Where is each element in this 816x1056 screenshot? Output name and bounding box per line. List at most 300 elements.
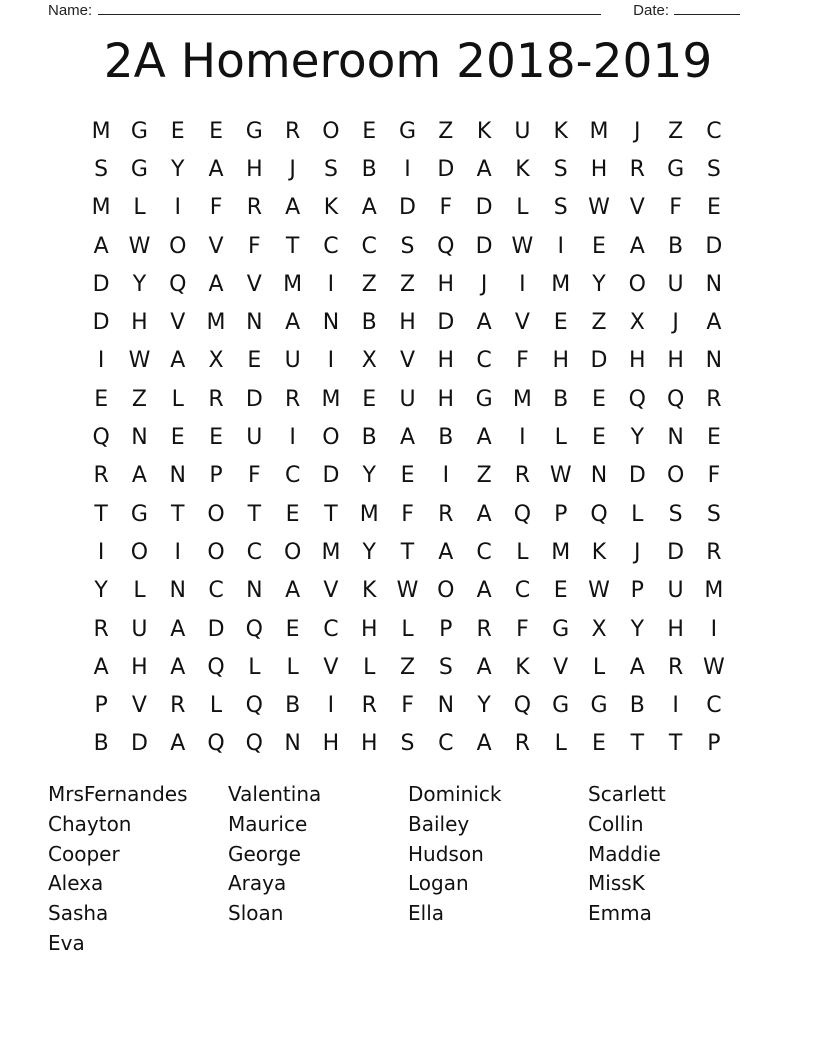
grid-letter[interactable]: G	[552, 616, 570, 642]
grid-letter[interactable]: P	[554, 501, 568, 527]
grid-letter[interactable]: Y	[592, 271, 606, 297]
grid-letter[interactable]: E	[706, 195, 721, 221]
grid-letter[interactable]: K	[323, 195, 339, 221]
grid-letter[interactable]: I	[327, 693, 335, 719]
grid-letter[interactable]: O	[628, 271, 646, 297]
grid-letter[interactable]: B	[629, 693, 645, 719]
grid-letter[interactable]: C	[476, 539, 492, 565]
name-blank-line[interactable]	[98, 0, 601, 15]
grid-letter[interactable]: U	[246, 425, 263, 451]
grid-letter[interactable]: H	[360, 731, 378, 757]
grid-letter[interactable]: M	[283, 271, 303, 297]
grid-letter[interactable]: T	[285, 233, 300, 259]
grid-letter[interactable]: Z	[668, 118, 684, 144]
grid-letter[interactable]: K	[476, 118, 492, 144]
grid-letter[interactable]: Y	[362, 539, 376, 565]
grid-letter[interactable]: N	[131, 425, 148, 451]
grid-letter[interactable]: A	[476, 310, 492, 336]
grid-letter[interactable]: B	[668, 233, 684, 259]
grid-letter[interactable]: L	[209, 693, 223, 719]
grid-letter[interactable]: N	[705, 271, 723, 297]
grid-letter[interactable]: D	[207, 616, 225, 642]
grid-letter[interactable]: R	[706, 386, 722, 412]
grid-letter[interactable]: I	[442, 463, 450, 489]
grid-letter[interactable]: U	[131, 616, 148, 642]
grid-letter[interactable]: E	[209, 118, 223, 144]
grid-letter[interactable]: O	[130, 539, 149, 565]
grid-letter[interactable]: O	[169, 233, 187, 259]
grid-letter[interactable]: L	[171, 386, 184, 412]
grid-letter[interactable]: W	[588, 578, 610, 604]
grid-letter[interactable]: E	[706, 425, 721, 451]
grid-letter[interactable]: D	[705, 233, 723, 259]
grid-letter[interactable]: H	[131, 310, 148, 336]
grid-letter[interactable]: C	[476, 348, 492, 374]
grid-letter[interactable]: M	[359, 501, 379, 527]
grid-letter[interactable]: F	[669, 195, 682, 221]
grid-letter[interactable]: T	[94, 501, 108, 527]
grid-row	[82, 648, 733, 686]
grid-letter[interactable]: V	[246, 271, 262, 297]
grid-letter[interactable]: F	[248, 233, 261, 259]
grid-letter[interactable]: B	[553, 386, 569, 412]
grid-letter[interactable]: N	[246, 310, 263, 336]
grid-letter[interactable]: V	[208, 233, 224, 259]
grid-letter[interactable]: A	[285, 195, 301, 221]
grid-letter[interactable]: C	[323, 616, 339, 642]
grid-letter[interactable]: N	[169, 578, 186, 604]
grid-letter[interactable]: O	[322, 118, 340, 144]
grid-letter[interactable]: W	[588, 195, 610, 221]
grid-letter[interactable]: N	[667, 425, 684, 451]
grid-letter[interactable]: C	[706, 118, 722, 144]
word-list-item: Maddie	[588, 841, 661, 866]
grid-letter[interactable]: P	[94, 693, 108, 719]
word-list-item: Hudson	[408, 841, 484, 866]
grid-letter[interactable]: A	[131, 463, 147, 489]
grid-letter[interactable]: H	[399, 310, 416, 336]
grid-letter[interactable]: R	[514, 463, 531, 489]
grid-letter[interactable]: L	[133, 195, 146, 221]
grid-letter[interactable]: O	[207, 539, 225, 565]
grid-letter[interactable]: G	[475, 386, 493, 412]
grid-letter[interactable]: T	[668, 731, 683, 757]
grid-letter[interactable]: Q	[245, 616, 263, 642]
grid-letter[interactable]: T	[324, 501, 338, 527]
grid-letter[interactable]: H	[667, 348, 684, 374]
grid-letter[interactable]: M	[206, 310, 226, 336]
grid-letter[interactable]: R	[476, 616, 492, 642]
grid-letter[interactable]: Y	[630, 616, 645, 642]
grid-letter[interactable]: W	[128, 233, 151, 259]
grid-letter[interactable]: C	[361, 233, 377, 259]
grid-letter[interactable]: E	[592, 731, 606, 757]
grid-letter[interactable]: N	[246, 578, 263, 604]
grid-letter[interactable]: D	[667, 539, 685, 565]
grid-letter[interactable]: A	[629, 233, 645, 259]
grid-letter[interactable]: R	[514, 731, 531, 757]
grid-letter[interactable]: G	[667, 156, 685, 182]
grid-letter[interactable]: X	[208, 348, 224, 374]
grid-letter[interactable]: Y	[94, 578, 108, 604]
grid-letter[interactable]: E	[400, 463, 415, 489]
grid-letter[interactable]: B	[361, 310, 377, 336]
grid-letter[interactable]: K	[515, 156, 530, 182]
grid-letter[interactable]: S	[668, 501, 683, 527]
grid-letter[interactable]: G	[130, 118, 148, 144]
grid-letter[interactable]: C	[284, 463, 301, 489]
grid-letter[interactable]: T	[171, 501, 185, 527]
grid-letter[interactable]: E	[285, 501, 300, 527]
grid-letter[interactable]: A	[476, 654, 492, 680]
grid-letter[interactable]: A	[476, 156, 492, 182]
grid-letter[interactable]: L	[248, 654, 261, 680]
grid-letter[interactable]: L	[554, 425, 567, 451]
grid-letter[interactable]: H	[246, 156, 263, 182]
grid-letter[interactable]: S	[400, 233, 415, 259]
grid-letter[interactable]: Z	[399, 654, 416, 680]
grid-letter[interactable]: A	[93, 233, 109, 259]
grid-letter[interactable]: U	[667, 271, 684, 297]
grid-letter[interactable]: I	[557, 233, 564, 259]
grid-letter[interactable]: S	[400, 731, 415, 757]
grid-letter[interactable]: R	[284, 386, 301, 412]
grid-letter[interactable]: V	[399, 348, 416, 374]
grid-letter[interactable]: A	[208, 156, 224, 182]
grid-letter[interactable]: M	[551, 271, 571, 297]
grid-letter[interactable]: E	[592, 233, 606, 259]
grid-letter[interactable]: D	[475, 195, 493, 221]
grid-letter[interactable]: F	[516, 348, 529, 374]
grid-letter[interactable]: C	[208, 578, 224, 604]
grid-letter[interactable]: Y	[362, 463, 376, 489]
grid-letter[interactable]: J	[634, 539, 641, 565]
grid-letter[interactable]: L	[516, 539, 529, 565]
grid-letter[interactable]: F	[439, 195, 453, 221]
grid-letter[interactable]: E	[592, 425, 606, 451]
grid-letter[interactable]: L	[133, 578, 146, 604]
grid-letter[interactable]: G	[398, 118, 417, 144]
grid-letter[interactable]: N	[590, 463, 608, 489]
grid-letter[interactable]: A	[399, 425, 416, 451]
grid-letter[interactable]: A	[706, 310, 722, 336]
grid-row	[82, 380, 733, 418]
grid-letter[interactable]: G	[552, 693, 570, 719]
grid-letter[interactable]: K	[362, 578, 377, 604]
grid-letter[interactable]: U	[514, 118, 531, 144]
grid-letter[interactable]: A	[285, 578, 301, 604]
grid-letter[interactable]: I	[97, 348, 105, 374]
grid-letter[interactable]: Q	[666, 386, 685, 412]
grid-letter[interactable]: H	[552, 348, 569, 374]
grid-letter[interactable]: F	[248, 463, 261, 489]
grid-letter[interactable]: N	[322, 310, 340, 336]
grid-letter[interactable]: M	[512, 386, 532, 412]
grid-letter[interactable]: D	[437, 156, 455, 182]
grid-letter[interactable]: R	[667, 654, 684, 680]
grid-letter[interactable]: J	[289, 156, 296, 182]
grid-letter[interactable]: K	[553, 118, 568, 144]
grid-letter[interactable]: D	[245, 386, 263, 412]
grid-letter[interactable]: T	[400, 539, 415, 565]
grid-letter[interactable]: A	[170, 731, 186, 757]
grid-letter[interactable]: N	[705, 348, 723, 374]
grid-letter[interactable]: Q	[513, 501, 532, 527]
grid-letter[interactable]: E	[362, 118, 377, 144]
grid-letter[interactable]: Q	[207, 731, 225, 757]
grid-letter[interactable]: Q	[207, 654, 225, 680]
grid-letter[interactable]: C	[514, 578, 531, 604]
grid-letter[interactable]: U	[399, 386, 416, 412]
grid-letter[interactable]: L	[401, 616, 414, 642]
grid-letter[interactable]: I	[289, 425, 296, 451]
grid-letter[interactable]: W	[128, 348, 151, 374]
grid-letter[interactable]: Q	[245, 731, 263, 757]
grid-letter[interactable]: A	[208, 271, 224, 297]
grid-letter[interactable]: C	[246, 539, 263, 565]
grid-letter[interactable]: V	[131, 693, 147, 719]
grid-letter[interactable]: D	[628, 463, 646, 489]
grid-row	[82, 533, 733, 571]
grid-letter[interactable]: A	[361, 195, 377, 221]
word-list-item: Cooper	[48, 841, 120, 866]
grid-letter[interactable]: L	[631, 501, 644, 527]
grid-letter[interactable]: V	[629, 195, 645, 221]
grid-letter[interactable]: D	[399, 195, 416, 221]
grid-letter[interactable]: A	[629, 654, 645, 680]
grid-letter[interactable]: R	[629, 156, 645, 182]
grid-letter[interactable]: L	[554, 731, 567, 757]
grid-letter[interactable]: K	[515, 654, 530, 680]
grid-letter[interactable]: K	[591, 539, 607, 565]
grid-letter[interactable]: Q	[92, 425, 110, 451]
grid-letter[interactable]: D	[437, 310, 455, 336]
grid-letter[interactable]: H	[437, 386, 455, 412]
grid-letter[interactable]: B	[361, 156, 377, 182]
grid-letter[interactable]: L	[592, 654, 606, 680]
grid-letter[interactable]: P	[630, 578, 644, 604]
grid-letter[interactable]: A	[93, 654, 109, 680]
date-blank-line[interactable]	[674, 0, 740, 15]
grid-letter[interactable]: Q	[245, 693, 263, 719]
grid-letter[interactable]: Q	[590, 501, 608, 527]
grid-letter[interactable]: A	[476, 501, 492, 527]
grid-letter[interactable]: A	[170, 348, 186, 374]
grid-letter[interactable]: Z	[399, 271, 416, 297]
grid-letter[interactable]: A	[476, 578, 492, 604]
grid-letter[interactable]: E	[553, 310, 568, 336]
grid-letter[interactable]: E	[94, 386, 109, 412]
grid-letter[interactable]: S	[323, 156, 338, 182]
grid-letter[interactable]: A	[476, 425, 492, 451]
grid-letter[interactable]: Z	[438, 118, 454, 144]
grid-letter[interactable]: E	[170, 118, 185, 144]
grid-letter[interactable]: M	[589, 118, 609, 144]
grid-letter[interactable]: R	[93, 463, 109, 489]
grid-letter[interactable]: S	[94, 156, 109, 182]
grid-letter[interactable]: H	[131, 654, 148, 680]
grid-letter[interactable]: W	[703, 654, 725, 680]
grid-letter[interactable]: O	[207, 501, 225, 527]
grid-letter[interactable]: E	[285, 616, 300, 642]
grid-letter[interactable]: S	[438, 654, 453, 680]
grid-letter[interactable]: F	[516, 616, 529, 642]
grid-letter[interactable]: C	[323, 233, 339, 259]
grid-letter[interactable]: X	[629, 310, 645, 336]
grid-letter[interactable]: C	[706, 693, 722, 719]
grid-letter[interactable]: R	[361, 693, 377, 719]
grid-letter[interactable]: I	[174, 195, 181, 221]
grid-letter[interactable]: V	[170, 310, 186, 336]
grid-row	[82, 227, 733, 265]
grid-letter[interactable]: N	[437, 693, 455, 719]
grid-letter[interactable]: I	[327, 348, 335, 374]
grid-letter[interactable]: Z	[131, 386, 147, 412]
grid-letter[interactable]: G	[245, 118, 263, 144]
grid-letter[interactable]: I	[174, 539, 181, 565]
word-list-item: Bailey	[408, 811, 470, 836]
word-list-item: Alexa	[48, 871, 104, 896]
grid-letter[interactable]: G	[130, 501, 148, 527]
grid-letter[interactable]: D	[130, 731, 148, 757]
grid-letter[interactable]: V	[553, 654, 569, 680]
grid-letter[interactable]: F	[401, 693, 414, 719]
grid-letter[interactable]: J	[480, 271, 488, 297]
grid-letter[interactable]: I	[327, 271, 335, 297]
grid-letter[interactable]: B	[361, 425, 377, 451]
grid-letter[interactable]: V	[323, 578, 339, 604]
grid-letter[interactable]: P	[707, 731, 721, 757]
grid-letter[interactable]: X	[361, 348, 377, 374]
grid-letter[interactable]: O	[322, 425, 340, 451]
grid-letter[interactable]: P	[439, 616, 453, 642]
grid-letter[interactable]: M	[91, 195, 111, 221]
grid-letter[interactable]: G	[130, 156, 148, 182]
grid-letter[interactable]: E	[170, 425, 185, 451]
grid-letter[interactable]: I	[710, 616, 718, 642]
grid-letter[interactable]: A	[170, 616, 186, 642]
grid-letter[interactable]: B	[93, 731, 109, 757]
grid-letter[interactable]: E	[209, 425, 223, 451]
grid-letter[interactable]: N	[284, 731, 301, 757]
grid-letter[interactable]: S	[553, 195, 568, 221]
grid-letter[interactable]: F	[209, 195, 223, 221]
grid-letter[interactable]: F	[401, 501, 414, 527]
grid-letter[interactable]: D	[475, 233, 493, 259]
grid-letter[interactable]: P	[209, 463, 223, 489]
grid-letter[interactable]: N	[169, 463, 186, 489]
grid-letter[interactable]: C	[438, 731, 454, 757]
grid-letter[interactable]: H	[437, 348, 455, 374]
grid-letter[interactable]: A	[438, 539, 454, 565]
grid-letter[interactable]: U	[284, 348, 301, 374]
grid-letter[interactable]: H	[360, 616, 378, 642]
grid-letter[interactable]: M	[321, 539, 341, 565]
grid-letter[interactable]: A	[285, 310, 301, 336]
grid-letter[interactable]: R	[93, 616, 109, 642]
grid-letter[interactable]: R	[438, 501, 454, 527]
grid-letter[interactable]: W	[549, 463, 572, 489]
grid-letter[interactable]: I	[404, 156, 411, 182]
grid-letter[interactable]: Y	[132, 271, 147, 297]
grid-letter[interactable]: X	[591, 616, 607, 642]
grid-letter[interactable]: W	[511, 233, 534, 259]
grid-letter[interactable]: I	[672, 693, 679, 719]
grid-letter[interactable]: D	[322, 463, 340, 489]
grid-letter[interactable]: S	[706, 156, 721, 182]
grid-letter[interactable]: M	[551, 539, 571, 565]
grid-letter[interactable]: H	[590, 156, 608, 182]
grid-letter[interactable]: T	[247, 501, 262, 527]
grid-letter[interactable]: M	[91, 118, 111, 144]
grid-letter[interactable]: L	[363, 654, 376, 680]
grid-letter[interactable]: B	[285, 693, 301, 719]
grid-letter[interactable]: Z	[361, 271, 377, 297]
grid-letter[interactable]: E	[247, 348, 262, 374]
grid-letter[interactable]: B	[438, 425, 454, 451]
grid-letter[interactable]: Q	[437, 233, 455, 259]
grid-letter[interactable]: Z	[591, 310, 607, 336]
grid-letter[interactable]: S	[706, 501, 721, 527]
grid-letter[interactable]: S	[553, 156, 568, 182]
grid-letter[interactable]: V	[514, 310, 530, 336]
grid-letter[interactable]: O	[666, 463, 685, 489]
grid-letter[interactable]: E	[592, 386, 606, 412]
grid-letter[interactable]: R	[284, 118, 301, 144]
grid-letter[interactable]: E	[553, 578, 568, 604]
grid-letter[interactable]: G	[590, 693, 608, 719]
grid-letter[interactable]: R	[246, 195, 262, 221]
grid-letter[interactable]: M	[321, 386, 341, 412]
grid-letter[interactable]: O	[437, 578, 455, 604]
grid-letter[interactable]: O	[283, 539, 302, 565]
grid-letter[interactable]: Q	[169, 271, 187, 297]
grid-letter[interactable]: R	[706, 539, 722, 565]
grid-letter[interactable]: U	[667, 578, 684, 604]
grid-letter[interactable]: V	[323, 654, 339, 680]
grid-letter[interactable]: Q	[513, 693, 532, 719]
grid-letter[interactable]: H	[437, 271, 455, 297]
grid-letter[interactable]: W	[396, 578, 419, 604]
grid-letter[interactable]: L	[516, 195, 529, 221]
grid-letter[interactable]: I	[519, 271, 526, 297]
grid-letter[interactable]: D	[590, 348, 608, 374]
grid-letter[interactable]: H	[667, 616, 684, 642]
grid-letter[interactable]: J	[634, 118, 641, 144]
grid-letter[interactable]: I	[519, 425, 526, 451]
grid-letter[interactable]: Z	[476, 463, 492, 489]
grid-letter[interactable]: Q	[628, 386, 646, 412]
grid-letter[interactable]: F	[707, 463, 721, 489]
grid-letter[interactable]: D	[92, 271, 110, 297]
grid-letter[interactable]: A	[170, 654, 186, 680]
grid-letter[interactable]: L	[286, 654, 299, 680]
grid-letter[interactable]: Y	[171, 156, 185, 182]
grid-letter[interactable]: R	[170, 693, 186, 719]
grid-letter[interactable]: M	[704, 578, 724, 604]
grid-letter[interactable]: H	[322, 731, 340, 757]
grid-letter[interactable]: Y	[477, 693, 491, 719]
grid-letter[interactable]: J	[672, 310, 679, 336]
grid-letter[interactable]: E	[362, 386, 377, 412]
grid-letter[interactable]: R	[208, 386, 224, 412]
grid-letter[interactable]: H	[629, 348, 646, 374]
grid-letter[interactable]: Y	[630, 425, 645, 451]
grid-letter[interactable]: A	[476, 731, 492, 757]
grid-letter[interactable]: T	[630, 731, 645, 757]
grid-letter[interactable]: D	[92, 310, 110, 336]
grid-letter[interactable]: I	[97, 539, 105, 565]
